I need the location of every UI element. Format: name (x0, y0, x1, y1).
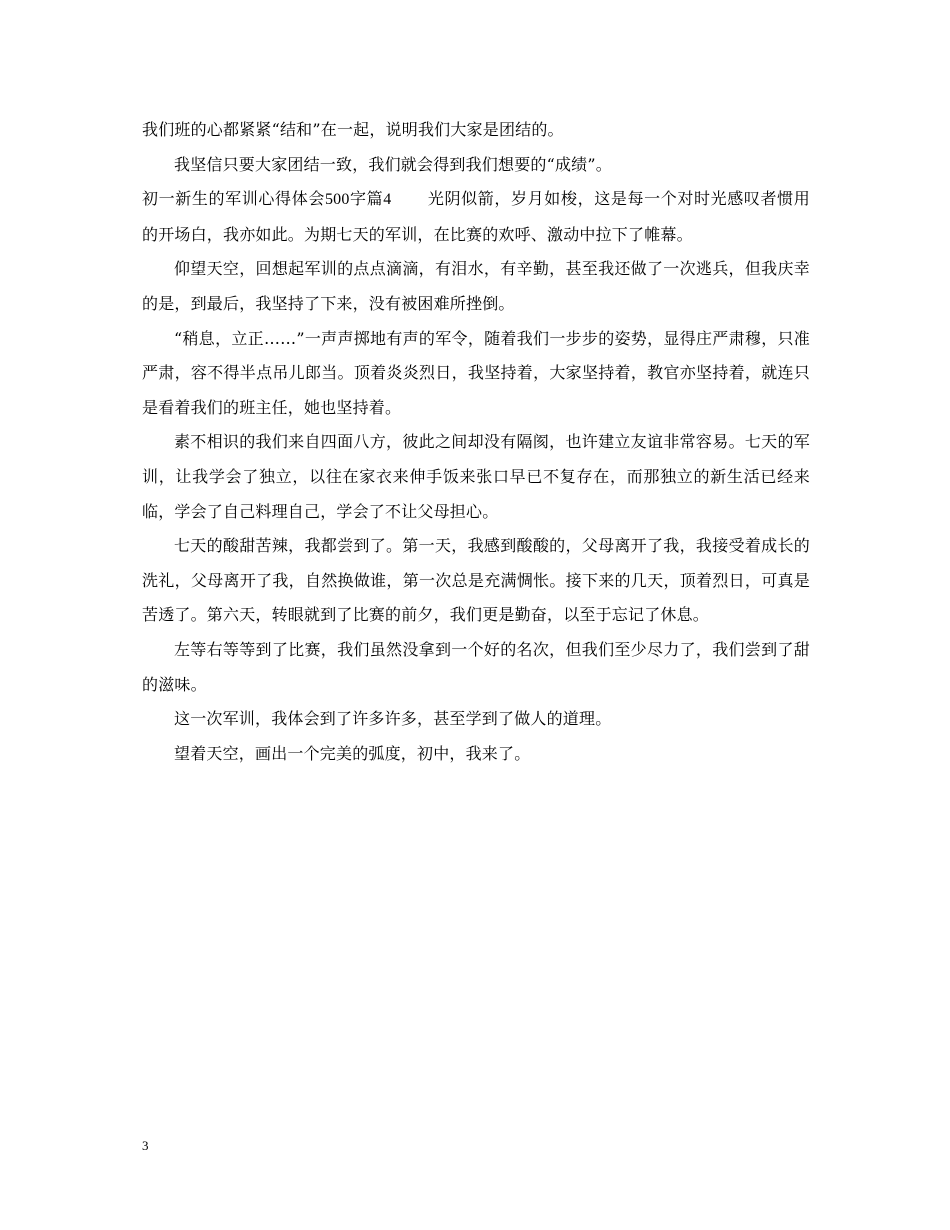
section-heading: 初一新生的军训心得体会500字篇4 (142, 191, 392, 209)
paragraph-7: 七天的酸甜苦辣，我都尝到了。第一天，我感到酸酸的，父母离开了我，我接受着成长的洗礼，父母离开了我，自然换做谁，第一次总是充满惆怅。接下来的几天，顶着烈日，可真是苦透了。第六天，转眼就到了比赛的前夕，我们更是勤奋，以至于忘记了休息。 (142, 536, 810, 625)
body-text (142, 113, 810, 771)
paragraph-3-text: 光阴似箭，岁月如梭，这是每一个对时光感叹者惯用的开场白，我亦如此。为期七天的军训，在比赛的欢呼、激动中拉下了帷幕。 (142, 189, 810, 244)
paragraph-1: 我们班的心都紧紧“结和”在一起，说明我们大家是团结的。 (142, 120, 564, 139)
paragraph-6: 素不相识的我们来自四面八方，彼此之间却没有隔阂，也许建立友谊非常容易。七天的军训，让我学会了独立，以往在家衣来伸手饭来张口早已不复存在，而那独立的新生活已经来临，学会了自己料理自己，学会了不让父母担心。 (142, 432, 810, 521)
paragraph-5: “稍息，立正……”一声声掷地有声的军令，随着我们一步步的姿势，显得庄严肃穆，只准严肃，容不得半点吊儿郎当。顶着炎炎烈日，我坚持着，大家坚持着，教官亦坚持着，就连只是看着我们的班主任，她也坚持着。 (142, 328, 810, 417)
paragraph-2: 我坚信只要大家团结一致，我们就会得到我们想要的“成绩”。 (174, 154, 612, 174)
paragraph-10: 望着天空，画出一个完美的弧度，初中，我来了。 (174, 743, 531, 763)
paragraph-9: 这一次军训，我体会到了许多许多，甚至学到了做人的道理。 (174, 709, 612, 729)
paragraph-8: 左等右等等到了比赛，我们虽然没拿到一个好的名次，但我们至少尽力了，我们尝到了甜的滋味。 (142, 639, 810, 694)
page-number: 3 (142, 1138, 149, 1153)
paragraph-3 (142, 182, 810, 252)
paragraph-4: 仰望天空，回想起军训的点点滴滴，有泪水，有辛勤，甚至我还做了一次逃兵，但我庆幸的是，到最后，我坚持了下来，没有被困难所挫倒。 (142, 259, 810, 313)
